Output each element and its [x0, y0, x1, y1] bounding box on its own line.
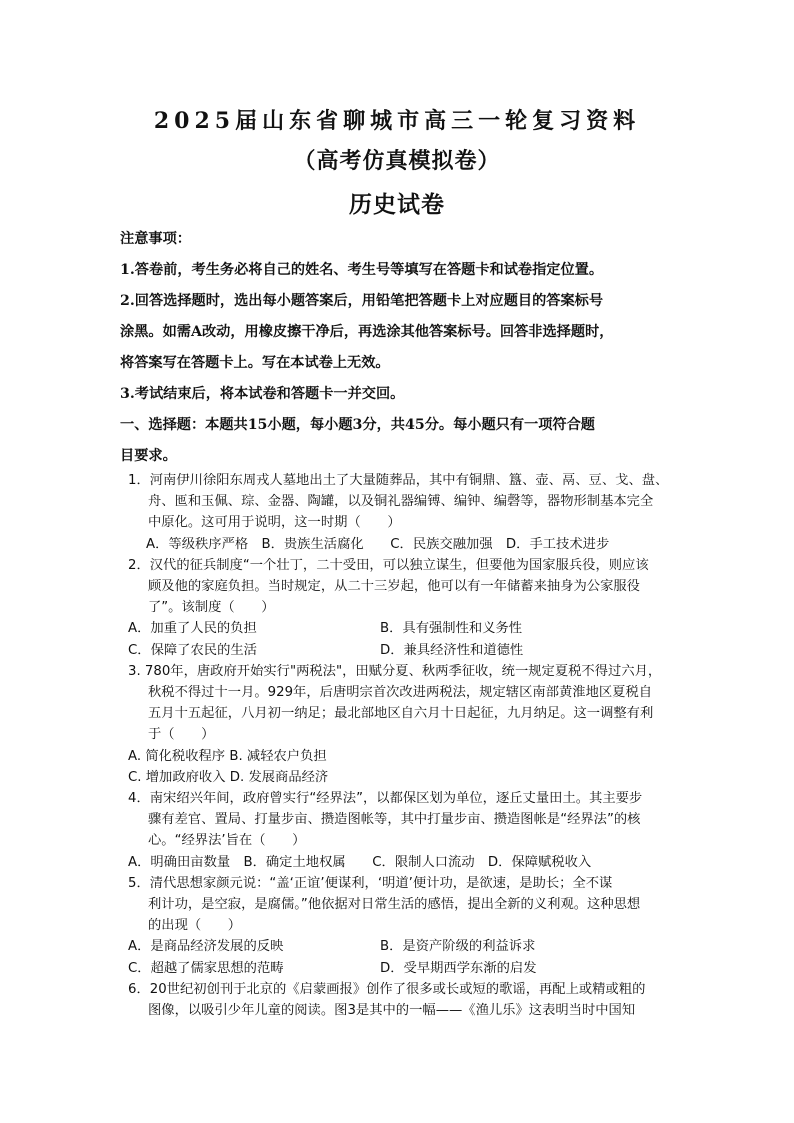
question-4-line-2: 骤有差官、置局、打量步亩、攒造图帐等，其中打量步亩、攒造图帐是“经界法”的核: [148, 812, 641, 828]
question-5-line-3: 的出现（ ）: [148, 918, 242, 934]
question-6: [128, 979, 688, 1021]
instruction-2-line-2: 涂黑。如需A改动，用橡皮擦干净后，再选涂其他答案标号。回答非选择题时，: [120, 324, 614, 340]
exam-subject: 历史试卷: [349, 191, 445, 218]
question-5-option-b: B．是资产阶级的利益诉求: [380, 939, 536, 955]
question-3-line-4: 于（ ）: [148, 727, 215, 743]
question-3: [128, 661, 688, 788]
question-3-line-2: 秋税不得过十一月。929年，后唐明宗首次改进两税法，规定辖区南部黄淮地区夏税自: [148, 685, 653, 701]
question-2-option-b: B．具有强制性和义务性: [380, 621, 523, 637]
question-3-options-row-2: C. 增加政府收入 D. 发展商品经济: [128, 769, 329, 785]
question-2-option-a: A．加重了人民的负担: [128, 621, 257, 637]
instruction-3: 3.考试结束后，将本试卷和答题卡一并交回。: [120, 386, 405, 402]
question-2-options-row-1: [128, 618, 688, 639]
question-2-line-3: 了”。该制度（ ）: [148, 600, 275, 616]
exam-title: 2025届山东省聊城市高三一轮复习资料: [153, 108, 641, 134]
instruction-1: 1.答卷前，考生务必将自己的姓名、考生号等填写在答题卡和试卷指定位置。: [120, 262, 604, 278]
instructions-heading: 注意事项：: [120, 231, 191, 247]
section-heading-line-1: 一、选择题：本题共15小题，每小题3分，共45分。每小题只有一项符合题: [120, 417, 595, 433]
exam-instructions: [120, 224, 680, 472]
question-5-options-row-1: [128, 936, 688, 957]
question-3-line-1: 3. 780年，唐政府开始实行"两税法"，田赋分夏、秋两季征收，统一规定夏税不得过六月，: [128, 663, 662, 679]
question-3-line-3: 五月十五起征，八月初一纳足；最北部地区自六月十日起征，九月纳足。这一调整有利: [148, 706, 654, 722]
question-2-line-1: 2．汉代的征兵制度“一个壮丁，二十受田，可以独立谋生，但要他为国家服兵役，则应该: [128, 557, 649, 573]
question-1-options: A．等级秩序严格 B．贵族生活腐化 C．民族交融加强 D．手工技术进步: [146, 536, 610, 552]
question-4-line-1: 4．南宋绍兴年间，政府曾实行“经界法”，以都保区划为单位，逐丘丈量田土。其主要步: [128, 791, 643, 807]
question-6-line-1: 6．20世纪初创刊于北京的《启蒙画报》创作了很多或长或短的歌谣，再配上或精或粗的: [128, 981, 646, 997]
question-2-option-d: D．兼具经济性和道德性: [380, 642, 524, 658]
question-1: [128, 470, 688, 555]
exam-subtitle: （高考仿真模拟卷）: [293, 148, 501, 174]
question-list: [128, 470, 688, 1021]
question-1-line-1: 1．河南伊川徐阳东周戎人墓地出土了大量随葬品，其中有铜鼎、簋、壶、鬲、豆、戈、盘、: [128, 473, 669, 488]
question-5-line-1: 5．清代思想家颜元说：“盖‘正谊’便谋利，‘明道’便计功，是欲速，是助长；全不谋: [128, 875, 613, 891]
question-4-options: A．明确田亩数量 B．确定土地权属 C．限制人口流动 D．保障赋税收入: [128, 854, 592, 870]
question-6-line-2: 图像，以吸引少年儿童的阅读。图3是其中的一幅——《渔儿乐》这表明当时中国知: [148, 1003, 636, 1019]
question-5-option-a: A．是商品经济发展的反映: [128, 939, 284, 955]
question-5-options-row-2: [128, 958, 688, 979]
question-2-line-2: 顾及他的家庭负担。当时规定，从二十三岁起，他可以有一年储蓄来抽身为公家服役: [148, 579, 640, 595]
section-heading-line-2: 目要求。: [120, 448, 177, 464]
question-5-line-2: 利计功，是空寂，是腐儒。”他依据对日常生活的感悟，提出全新的义利观。这种思想: [148, 897, 641, 913]
question-5-option-c: C．超越了儒家思想的范畴: [128, 960, 284, 976]
question-2-options-row-2: [128, 640, 688, 661]
question-5-option-d: D．受早期西学东渐的启发: [380, 960, 537, 976]
question-2-option-c: C．保障了农民的生活: [128, 642, 257, 658]
question-2: [128, 555, 688, 661]
question-5: [128, 873, 688, 979]
instruction-2-line-1: 2.回答选择题时，选出每小题答案后，用铅笔把答题卡上对应题目的答案标号: [120, 293, 604, 309]
question-3-options-row-1: A. 简化税收程序 B. 减轻农户负担: [128, 748, 327, 764]
question-4-line-3: 心。“经界法’旨在（ ）: [148, 833, 306, 849]
question-1-line-2: 舟、匜和玉佩、琮、金器、陶罐，以及铜礼器编镈、编钟、编磬等，器物形制基本完全: [148, 494, 654, 510]
instruction-2-line-3: 将答案写在答题卡上。写在本试卷上无效。: [120, 355, 390, 371]
question-1-line-3: 中原化。这可用于说明，这一时期（ ）: [148, 515, 401, 531]
question-4: [128, 788, 688, 873]
